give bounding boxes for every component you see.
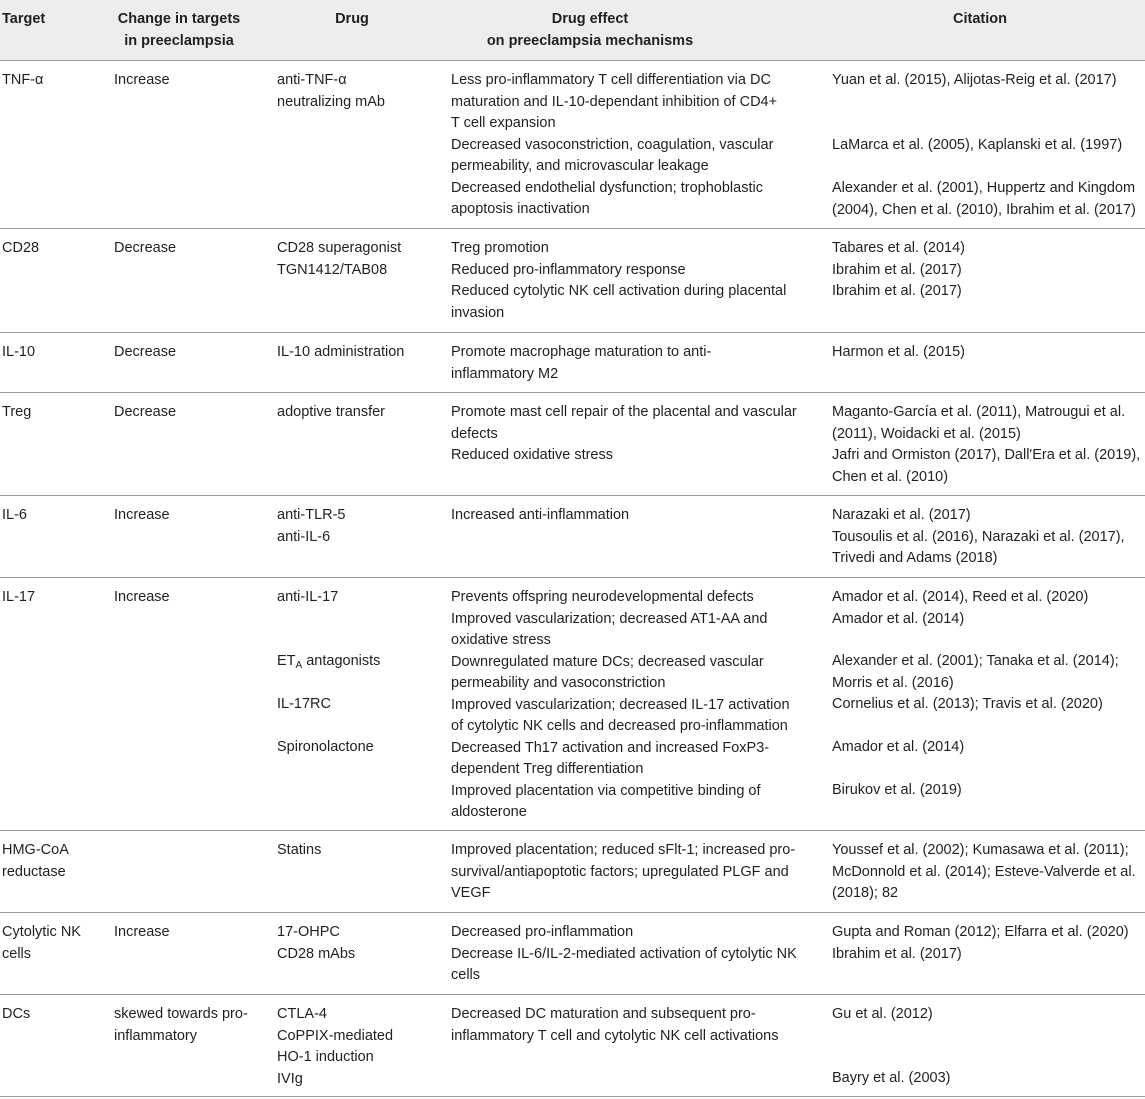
cell-drug: Statins <box>277 842 322 858</box>
cell-effect: Improved placentation; reduced sFlt-1; increased pro- survival/antiapoptotic factors; upregulated PLGF and VEGF <box>451 842 796 901</box>
cell-target: Treg <box>2 404 32 420</box>
cell-drug: IL-10 administration <box>277 344 405 360</box>
cell-citation: Birukov et al. (2019) <box>832 782 962 798</box>
header-drug: Drug <box>335 11 369 27</box>
cell-citation: Harmon et al. (2015) <box>832 344 965 360</box>
cell-citation: Tabares et al. (2014) Ibrahim et al. (2017) Ibrahim et al. (2017) <box>832 240 965 299</box>
cell-target: DCs <box>2 1006 31 1022</box>
cell-change: Decrease <box>114 404 177 420</box>
cell-citation: Maganto-García et al. (2011), Matrougui et al. (2011), Woidacki et al. (2015) Jafri and Ormiston (2017), Dall'Era et al. (2019), Chen et al. (2010) <box>832 404 1141 485</box>
cell-target: CD28 <box>2 240 40 256</box>
cell-citation: Amador et al. (2014) <box>832 739 965 755</box>
header-change: Change in targets in preeclampsia <box>117 11 241 49</box>
cell-change: Increase <box>114 924 170 940</box>
cell-citation: Alexander et al. (2001); Tanaka et al. (2014); Morris et al. (2016) Cornelius et al. (2013); Travis et al. (2020) <box>832 653 1119 712</box>
cell-effect: Prevents offspring neurodevelopmental defects Improved vascularization; decreased AT1-AA and oxidative stress Downregulated mature DCs; decreased vascular permeability and vasoconstriction Improved vascularization; decreased IL-17 activation of cytolytic NK cells and decreased pro-inflammation Decreased Th17 activation and increased FoxP3- dependent Treg differentiation Improved placentation via competitive binding of aldosterone <box>451 589 790 820</box>
row-rule <box>0 994 1145 995</box>
cell-change: Increase <box>114 589 170 605</box>
header-rule <box>0 60 1145 61</box>
cell-target: IL-17 <box>2 589 36 605</box>
cell-citation: Amador et al. (2014), Reed et al. (2020) Amador et al. (2014) <box>832 589 1089 627</box>
cell-target: IL-6 <box>2 507 27 523</box>
cell-drug: anti-TNF-α neutralizing mAb <box>277 72 385 110</box>
cell-citation: LaMarca et al. (2005), Kaplanski et al. (1997) <box>832 137 1123 153</box>
row-rule <box>0 228 1145 229</box>
cell-drug: Spironolactone <box>277 739 374 755</box>
cell-effect: Increased anti-inflammation <box>451 507 630 523</box>
row-rule <box>0 495 1145 496</box>
cell-citation: Gu et al. (2012) <box>832 1006 933 1022</box>
cell-effect: Decreased DC maturation and subsequent pro- inflammatory T cell and cytolytic NK cell activations <box>451 1006 779 1044</box>
cell-effect: Promote macrophage maturation to anti- inflammatory M2 <box>451 344 712 382</box>
cell-target: IL-10 <box>2 344 36 360</box>
cell-effect: Less pro-inflammatory T cell differentiation via DC maturation and IL-10-dependant inhibition of CD4+ T cell expansion Decreased vasoconstriction, coagulation, vascular permeability, and microvascular leakage Decreased endothelial dysfunction; trophoblastic apoptosis inactivation <box>451 72 778 217</box>
cell-citation: Youssef et al. (2002); Kumasawa et al. (2011); McDonnold et al. (2014); Esteve-Valverde et al. (2018); 82 <box>832 842 1136 901</box>
row-rule <box>0 577 1145 578</box>
cell-change: skewed towards pro- inflammatory <box>114 1006 248 1044</box>
header-citation: Citation <box>953 11 1007 27</box>
row-rule <box>0 830 1145 831</box>
cell-change: Increase <box>114 72 170 88</box>
cell-drug: anti-TLR-5 anti-IL-6 <box>277 507 346 545</box>
cell-effect: Promote mast cell repair of the placental and vascular defects Reduced oxidative stress <box>451 404 797 463</box>
cell-drug: anti-IL-17 <box>277 589 339 605</box>
table-bottom-rule <box>0 1096 1145 1097</box>
cell-target: TNF-α <box>2 72 44 88</box>
cell-change: Decrease <box>114 240 177 256</box>
cell-drug: 17-OHPC CD28 mAbs <box>277 924 356 962</box>
cell-drug: adoptive transfer <box>277 404 386 420</box>
row-rule <box>0 332 1145 333</box>
cell-citation: Yuan et al. (2015), Alijotas-Reig et al. (2017) <box>832 72 1117 88</box>
row-rule <box>0 392 1145 393</box>
cell-change: Decrease <box>114 344 177 360</box>
header-target: Target <box>2 11 46 27</box>
row-rule <box>0 912 1145 913</box>
cell-drug: CD28 superagonist TGN1412/TAB08 <box>277 240 402 278</box>
cell-effect: Decreased pro-inflammation Decrease IL-6/IL-2-mediated activation of cytolytic NK cells <box>451 924 797 983</box>
cell-effect: Treg promotion Reduced pro-inflammatory response Reduced cytolytic NK cell activation during placental invasion <box>451 240 787 321</box>
cell-target: Cytolytic NK cells <box>2 924 81 962</box>
cell-citation: Gupta and Roman (2012); Elfarra et al. (2020) Ibrahim et al. (2017) <box>832 924 1129 962</box>
cell-drug: $ET_A$ antagonists <box>277 653 381 671</box>
cell-drug: CTLA-4 CoPPIX-mediated HO-1 induction IVIg <box>277 1006 394 1087</box>
cell-citation: Narazaki et al. (2017) Tousoulis et al. (2016), Narazaki et al. (2017), Trivedi and Adams (2018) <box>832 507 1125 566</box>
cell-change: Increase <box>114 507 170 523</box>
header-effect: Drug effect on preeclampsia mechanisms <box>486 11 694 49</box>
cell-target: HMG-CoA reductase <box>2 842 69 880</box>
cell-drug: IL-17RC <box>277 696 331 712</box>
cell-citation: Alexander et al. (2001), Huppertz and Kingdom (2004), Chen et al. (2010), Ibrahim et al. (2017) <box>832 180 1136 218</box>
cell-citation: Bayry et al. (2003) <box>832 1070 951 1086</box>
